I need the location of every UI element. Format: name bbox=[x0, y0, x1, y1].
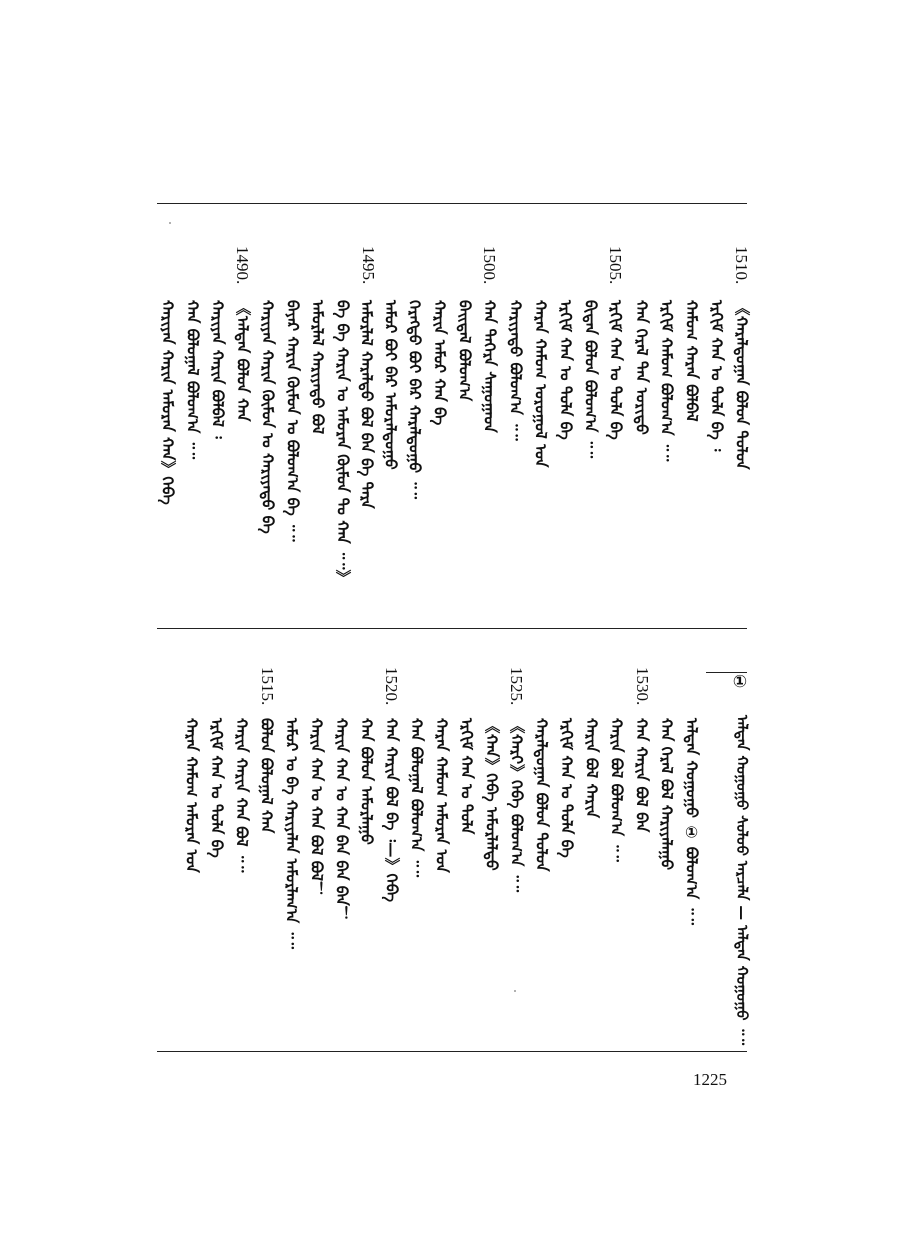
verse-line: ᠬᠠᠨ ᠪᠣᠯᠣᠭᠠᠯ ᠪᠤᠯᠤᠭ᠎ᠠ ᠃᠃ bbox=[407, 718, 426, 878]
verse-line: ᠬᠠᠷᠢᠶᠠᠲᠤ ᠪᠣᠯᠤᠭ᠎ᠠ ᠃᠃ bbox=[506, 300, 525, 441]
verse-line: ᠠᠯᠲᠠᠨ ᠬᠣᠭᠣᠭᠣ ① ᠪᠣᠯᠤᠭ᠎ᠠ ᠃᠃ bbox=[682, 718, 701, 925]
verse-line: ᠬᠠᠮᠤᠭ ᠬᠠᠷᠠᠨ ᠪᠣᠯᠪᠠᠯ bbox=[682, 300, 701, 422]
verse-line: ᠪᠣᠯᠣᠨ ᠪᠣᠯᠣᠭᠠᠯ ᠬᠠᠨ bbox=[257, 718, 276, 834]
verse-line: ᠪᠡ ᠪᠡ ᠬᠠᠷᠢᠨ ᠤ ᠠᠮᠤᠷᠠᠨ ᠬᠦᠮᠦᠨ ᠲᠤ ᠬᠠᠨ ᠃᠃》 bbox=[333, 300, 352, 586]
bottom-rule bbox=[157, 1051, 747, 1052]
verse-line: ᠬᠠᠨ ᠭᠡᠷᠡᠯ ᠪᠣᠯ ᠬᠠᠷᠢᠶᠠᠯᠠᠭᠤ bbox=[657, 718, 676, 871]
line-number: 1530. bbox=[633, 667, 652, 706]
line-number: 1515. bbox=[258, 667, 277, 706]
verse-line: ᠪᠢᠳᠡᠨ ᠪᠣᠯᠣᠨ ᠪᠤᠯᠤᠭ᠎ᠠ ᠃᠃ bbox=[581, 300, 600, 459]
verse-line: ᠬᠠᠨ ᠳᠡᠭᠡᠷᠡ ᠰᠠᠭᠤᠭᠠᠳ bbox=[480, 300, 499, 433]
verse-line: ᠬᠠᠷᠢᠨ ᠬᠠᠨ ᠤ ᠬᠠᠨ ᠪᠣᠯ ᠪᠣᠯ！ bbox=[307, 718, 326, 897]
verse-line: ᠡᠷᠬᠢᠮ ᠬᠠᠨ ᠤ ᠲᠤᠯᠠ ᠪᠡ bbox=[557, 718, 576, 858]
verse-line: ᠬᠠᠷᠢᠶᠠᠨ ᠬᠠᠷᠢᠨ ᠬᠦᠮᠦᠨ ᠤ ᠬᠠᠷᠢᠶᠠᠲᠤ ᠪᠡ bbox=[258, 300, 277, 534]
line-number: 1510. bbox=[732, 246, 751, 285]
line-number: 1500. bbox=[480, 246, 499, 285]
verse-line: ᠬᠠᠷᠠᠨ ᠬᠠᠮᠤᠭ ᠤᠷᠤᠭᠤᠯ ᠤᠨ bbox=[531, 300, 550, 468]
verse-line: ᠬᠠᠷᠢᠨ ᠪᠣᠯ ᠬᠠᠷᠢᠨ bbox=[582, 718, 601, 819]
verse-line: ᠬᠠᠨ ᠪᠣᠯᠣᠨ ᠠᠮᠤᠷᠯᠠᠭᠤ bbox=[357, 718, 376, 845]
scan-speck bbox=[169, 222, 171, 224]
verse-line: ᠬᠠᠷᠠᠨ ᠬᠠᠮᠤᠭ ᠠᠮᠤᠷᠠᠨ ᠤᠨ bbox=[432, 718, 451, 873]
top-rule bbox=[157, 203, 747, 204]
verse-line: ᠬᠠᠷᠠᠯᠳᠤᠭᠠᠨ ᠪᠣᠯᠤᠨ ᠳᠣᠯᠣᠨ bbox=[532, 718, 551, 872]
verse-line: ᠪᠠᠢᠳᠠᠯ ᠪᠣᠯᠤᠭ᠎ᠠ bbox=[455, 300, 474, 402]
page-number: 1225 bbox=[693, 1070, 727, 1089]
verse-line: ᠬᠡᠷᠡᠭᠲᠦ ᠪᠤᠢ ᠪᠠᠷ ᠬᠠᠷᠠᠯᠳᠤᠭᠤ ᠃᠃ bbox=[405, 300, 424, 499]
verse-line: ᠪᠠᠶᠠᠷ ᠬᠠᠷᠢᠨ ᠬᠦᠮᠦᠨ ᠤ ᠪᠤᠯᠤᠭ᠎ᠠ ᠪᠡ ᠃᠃ bbox=[283, 300, 302, 542]
verse-line: ᠠᠮᠤᠷ ᠪᠤᠢ ᠪᠠᠷ ᠠᠮᠤᠷᠠᠯᠳᠤᠭᠤ bbox=[381, 300, 400, 470]
footnote-text: ᠠᠯᠲᠠᠨ ᠬᠣᠭᠣᠭᠣ ᠰᠣᠯᠣᠣ ᠠᠷᠴᠠᠯᠠ — ᠠᠯᠲᠠᠨ ᠬᠣᠭᠣᠭᠣ ᠃᠃ bbox=[732, 715, 750, 1045]
verse-line: ᠬᠠᠷᠢᠨ ᠬᠠᠨ ᠤ ᠬᠠᠨ ᠪᠠᠨ ᠪᠠᠨ ᠪᠠᠨ！ bbox=[332, 718, 351, 922]
verse-line: 《ᠬᠠᠷᠢ》ᠭᠡᠪᠡ ᠪᠤᠯᠤᠭ᠎ᠠ ᠃᠃ bbox=[507, 718, 526, 893]
verse-line: ᠬᠠᠷᠢᠶᠠᠨ ᠬᠠᠷᠢᠨ ᠠᠮᠤᠷᠠᠨ ᠬᠠᠨ》ᠭᠡᠪᠡ bbox=[158, 300, 177, 505]
verse-line: ᠡᠷᠬᠢᠮ ᠬᠠᠮᠤᠭ ᠪᠤᠯᠤᠭ᠎ᠠ ᠃᠃ bbox=[657, 300, 676, 462]
verse-line: ᠡᠷᠬᠢᠮ ᠬᠠᠨ ᠤ ᠲᠤᠯᠠ ᠪᠡ ᠄ bbox=[707, 300, 726, 452]
scan-speck bbox=[514, 990, 516, 992]
line-number: 1525. bbox=[507, 667, 526, 706]
verse-line: ᠬᠠᠨ ᠪᠣᠯᠣᠭᠠᠯ ᠪᠤᠯᠤᠭ᠎ᠠ ᠃᠃ bbox=[183, 300, 202, 460]
footnote-marker: ① bbox=[730, 672, 750, 692]
verse-line: ᠬᠠᠨ ᠭᠡᠷᠡᠯ ᠲᠠᠨ ᠤᠷᠢᠳᠤ bbox=[632, 300, 651, 435]
verse-line: ᠬᠠᠨ ᠬᠠᠷᠢᠨ ᠪᠣᠯ ᠪᠡ ᠄—》ᠭᠡᠪᠡ bbox=[382, 718, 401, 903]
verse-line: ᠬᠠᠷᠢᠨ ᠪᠣᠯ ᠪᠤᠯᠤᠭ᠎ᠠ ᠃᠃ bbox=[607, 718, 626, 862]
verse-line: ᠬᠠᠷᠠᠨ ᠬᠠᠮᠤᠭ ᠠᠮᠤᠷᠠᠨ ᠤᠨ bbox=[182, 718, 201, 873]
middle-rule bbox=[157, 628, 747, 629]
verse-line: 《ᠬᠠᠷᠠᠯᠳᠤᠭᠠᠨ ᠪᠣᠯᠤᠨ ᠳᠣᠯᠣᠨ bbox=[732, 300, 751, 470]
line-number: 1505. bbox=[606, 246, 625, 285]
verse-line: ᠡᠷᠬᠢᠮ ᠬᠠᠨ ᠤ ᠲᠤᠯᠠ ᠪᠡ bbox=[556, 300, 575, 440]
verse-line: ᠬᠠᠨ ᠬᠠᠷᠢᠨ ᠪᠣᠯ ᠪᠠᠨ bbox=[632, 718, 651, 833]
verse-line: ᠠᠮᠤᠷ ᠤ ᠪᠡ ᠬᠠᠷᠢᠶᠠᠯᠠᠨ ᠠᠮᠤᠷᠯᠠᠭ᠎ᠠ ᠃᠃ bbox=[282, 718, 301, 949]
verse-line: ᠬᠠᠷᠢᠨ ᠬᠠᠷᠢᠨ ᠬᠠᠨ ᠪᠤᠯ ᠃᠃ bbox=[232, 718, 251, 873]
verse-line: ᠡᠷᠬᠢᠮ ᠬᠠᠨ ᠤ ᠲᠤᠯᠠ ᠪᠡ bbox=[207, 718, 226, 858]
verse-line: ᠬᠠᠷᠢᠨ ᠠᠮᠤᠷ ᠬᠠᠨ ᠪᠡ bbox=[430, 300, 449, 426]
verse-line: ᠠᠮᠤᠷᠯᠠᠯ ᠬᠠᠷᠠᠯᠲᠤ ᠪᠣᠯ ᠪᠠᠨ ᠪᠠ ᠲᠡᠷᠡ bbox=[357, 300, 376, 509]
verse-line: 《ᠬᠠᠨ》ᠭᠡᠪᠡ ᠠᠮᠤᠷᠯᠠᠯᠲᠤ bbox=[482, 718, 501, 871]
verse-line: ᠠᠮᠤᠷᠯᠠᠯ ᠬᠠᠷᠢᠶᠠᠲᠤ ᠪᠣᠯ bbox=[308, 300, 327, 435]
line-number: 1495. bbox=[359, 246, 378, 285]
verse-line: ᠬᠠᠷᠢᠶᠠᠨ ᠬᠠᠷᠢᠨ ᠪᠣᠯᠪᠠᠯ ᠄ bbox=[208, 300, 227, 439]
line-number: 1520. bbox=[382, 667, 401, 706]
verse-line: ᠡᠷᠬᠢᠮ ᠬᠠᠨ ᠤ ᠲᠤᠯᠠ ᠪᠡ bbox=[606, 300, 625, 440]
verse-line: ᠡᠷᠬᠢᠮ ᠬᠠᠨ ᠤ ᠲᠤᠯᠠ bbox=[457, 718, 476, 835]
line-number: 1490. bbox=[233, 246, 252, 285]
verse-line: 《ᠠᠯᠲᠠᠨ ᠪᠣᠯᠤᠨ ᠬᠠᠨ bbox=[233, 300, 252, 422]
